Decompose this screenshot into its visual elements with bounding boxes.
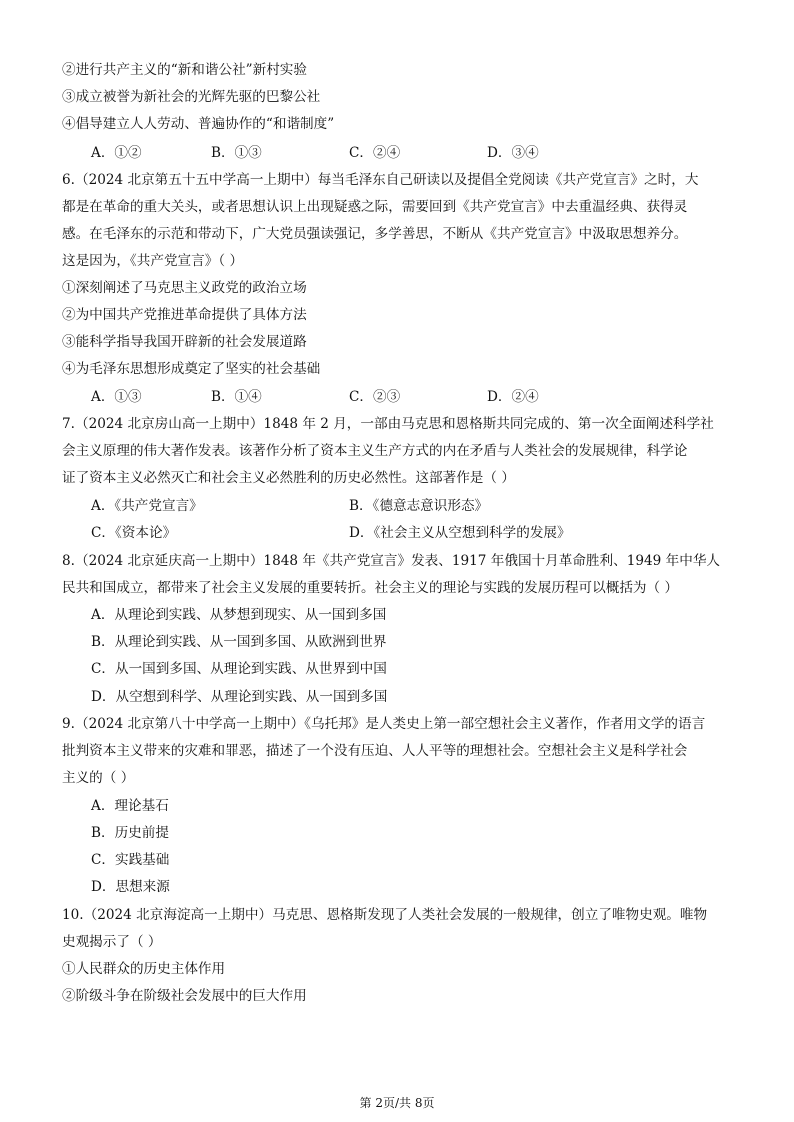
q10-stem-line-1: 10.（2024 北京海淀高一上期中）马克思、恩格斯发现了人类社会发展的一般规律，创立了唯物史观。唯物 [62, 907, 708, 923]
q8-option-c[interactable]: C．从一国到多国、从理论到实践、从世界到中国 [91, 661, 387, 677]
q6-item-3: ③能科学指导我国开辟新的社会发展道路 [62, 334, 307, 350]
q5-option-c[interactable]: C．②④ [349, 145, 401, 161]
q6-option-b[interactable]: B．①④ [211, 389, 262, 405]
q6-stem-line-3: 感。在毛泽东的示范和带动下，广大党员强读强记，多学善思，不断从《共产党宣言》中汲取思想养分。 [62, 226, 688, 242]
q6-stem-line-1: 6.（2024 北京第五十五中学高一上期中）每当毛泽东自己研读以及提倡全党阅读《共产党宣言》之时，大 [62, 172, 699, 188]
q9-stem-line-3: 主义的（ ） [62, 770, 135, 786]
q8-option-a[interactable]: A．从理论到实践、从梦想到现实、从一国到多国 [91, 607, 387, 623]
q10-item-1: ①人民群众的历史主体作用 [62, 961, 226, 977]
q6-option-a[interactable]: A．①③ [91, 389, 142, 405]
q5-item-3: ③成立被誉为新社会的光辉先驱的巴黎公社 [62, 89, 321, 105]
q9-stem-line-2: 批判资本主义带来的灾难和罪恶，描述了一个没有压迫、人人平等的理想社会。空想社会主义是科学社会 [62, 743, 688, 759]
q8-stem-line-2: 民共和国成立，都带来了社会主义发展的重要转折。社会主义的理论与实践的发展历程可以概括为（ ） [62, 580, 679, 596]
q5-item-4: ④倡导建立人人劳动、普遍协作的“和谐制度” [62, 116, 335, 132]
q6-stem-line-2: 都是在革命的重大关头，或者思想认识上出现疑惑之际，需要回到《共产党宣言》中去重温经典、获得灵 [62, 199, 688, 215]
q7-options-row-1 [91, 496, 731, 516]
q8-stem-line-1: 8.（2024 北京延庆高一上期中）1848 年《共产党宣言》发表、1917 年俄国十月革命胜利、1949 年中华人 [62, 553, 721, 569]
q6-item-1: ①深刻阐述了马克思主义政党的政治立场 [62, 280, 307, 296]
q7-option-b[interactable]: B．《德意志意识形态》 [349, 498, 489, 514]
q7-stem-line-1: 7.（2024 北京房山高一上期中）1848 年 2 月，一部由马克思和恩格斯共同完成的、第一次全面阐述科学社 [62, 416, 714, 432]
q6-stem-line-4: 这是因为，《共产党宣言》（ ） [62, 253, 244, 269]
q6-options [91, 387, 731, 407]
q6-item-2: ②为中国共产党推进革命提供了具体方法 [62, 307, 307, 323]
q6-option-d[interactable]: D．②④ [487, 389, 539, 405]
q5-item-2: ②进行共产主义的“新和谐公社”新村实验 [62, 62, 307, 78]
q6-option-c[interactable]: C．②③ [349, 389, 401, 405]
q9-option-d[interactable]: D．思想来源 [91, 879, 170, 895]
q5-option-b[interactable]: B．①③ [211, 145, 262, 161]
q8-option-d[interactable]: D．从空想到科学、从理论到实践、从一国到多国 [91, 689, 388, 705]
q5-options [91, 143, 731, 163]
q8-option-b[interactable]: B．从理论到实践、从一国到多国、从欧洲到世界 [91, 634, 387, 650]
q9-option-a[interactable]: A．理论基石 [91, 798, 169, 814]
q9-option-c[interactable]: C．实践基础 [91, 852, 170, 868]
q7-option-c[interactable]: C．《资本论》 [91, 525, 177, 541]
q9-stem-line-1: 9.（2024 北京第八十中学高一上期中）《乌托邦》是人类史上第一部空想社会主义著作，作者用文学的语言 [62, 716, 706, 732]
q7-stem-line-3: 证了资本主义必然灭亡和社会主义必然胜利的历史必然性。这部著作是（ ） [62, 470, 515, 486]
q10-item-2: ②阶级斗争在阶级社会发展中的巨大作用 [62, 988, 307, 1004]
q7-option-d[interactable]: D．《社会主义从空想到科学的发展》 [349, 525, 571, 541]
q7-options-row-2 [91, 523, 731, 543]
q5-option-a[interactable]: A．①② [91, 145, 142, 161]
q10-stem-line-2: 史观揭示了（ ） [62, 934, 162, 950]
q6-item-4: ④为毛泽东思想形成奠定了坚实的社会基础 [62, 361, 321, 377]
q7-option-a[interactable]: A．《共产党宣言》 [91, 498, 203, 514]
q5-option-d[interactable]: D．③④ [487, 145, 539, 161]
q9-option-b[interactable]: B．历史前提 [91, 825, 169, 841]
page-number: 第 2页/共 8页 [359, 1096, 435, 1110]
q7-stem-line-2: 会主义原理的伟大著作发表。该著作分析了资本主义生产方式的内在矛盾与人类社会的发展规律，科学论 [62, 443, 688, 459]
